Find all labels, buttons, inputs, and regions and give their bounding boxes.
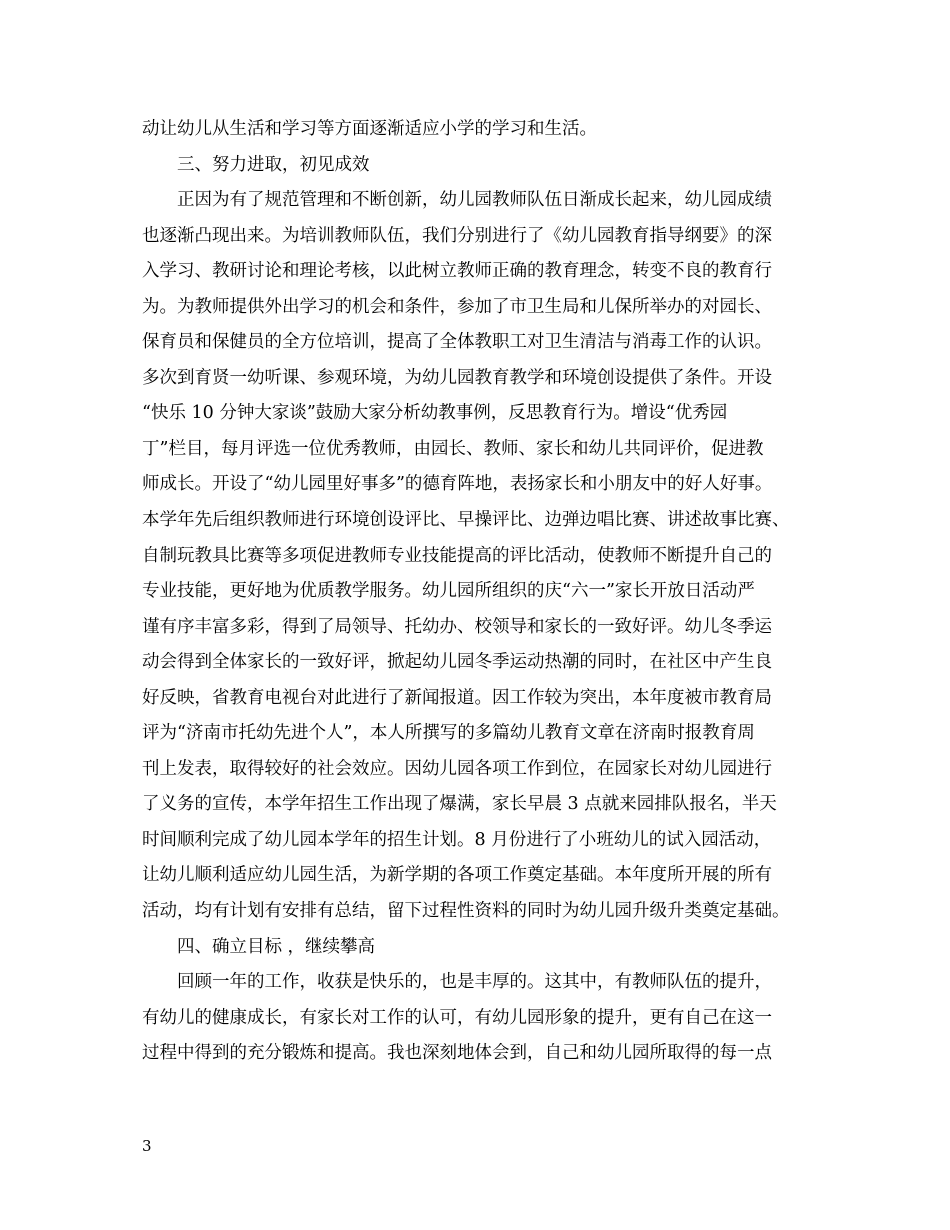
text-line: 动会得到全体家长的一致好评，掀起幼儿园冬季运动热潮的同时，在社区中产生良 bbox=[142, 652, 772, 673]
text-line: 多次到育贤一幼听课、参观环境，为幼儿园教育教学和环境创设提供了条件。开设 bbox=[142, 367, 772, 388]
text-line: 刊上发表，取得较好的社会效应。因幼儿园各项工作到位，在园家长对幼儿园进行 bbox=[142, 758, 772, 779]
text-line: 活动，均有计划有安排有总结，留下过程性资料的同时为幼儿园升级升类奠定基础。 bbox=[142, 901, 790, 922]
text-line: 本学年先后组织教师进行环境创设评比、早操评比、边弹边唱比赛、讲述故事比赛、 bbox=[142, 510, 790, 531]
text-line: 谨有序丰富多彩，得到了局领导、托幼办、校领导和家长的一致好评。幼儿冬季运 bbox=[142, 616, 772, 637]
text-line: 师成长。开设了“幼儿园里好事多”的德育阵地，表扬家长和小朋友中的好人好事。 bbox=[142, 474, 773, 495]
text-line: 评为“济南市托幼先进个人”，本人所撰写的多篇幼儿教育文章在济南时报教育周 bbox=[142, 723, 755, 744]
page-number: 3 bbox=[142, 1137, 152, 1155]
text-line: 保育员和保健员的全方位培训，提高了全体教职工对卫生清洁与消毒工作的认识。 bbox=[142, 332, 772, 353]
text-line: 专业技能，更好地为优质教学服务。幼儿园所组织的庆“六一”家长开放日活动严 bbox=[142, 581, 755, 602]
text-line: 过程中得到的充分锻炼和提高。我也深刻地体会到，自己和幼儿园所取得的每一点 bbox=[142, 1043, 772, 1064]
text-line: 时间顺利完成了幼儿园本学年的招生计划。8 月份进行了小班幼儿的试入园活动， bbox=[142, 829, 772, 850]
text-line: 入学习、教研讨论和理论考核，以此树立教师正确的教育理念，转变不良的教育行 bbox=[142, 261, 772, 282]
text-line: 自制玩教具比赛等多项促进教师专业技能提高的评比活动，使教师不断提升自己的 bbox=[142, 545, 772, 566]
text-line: 回顾一年的工作，收获是快乐的，也是丰厚的。这其中，有教师队伍的提升， bbox=[177, 972, 772, 993]
text-line: 了义务的宣传，本学年招生工作出现了爆满，家长早晨 3 点就来园排队报名，半天 bbox=[142, 794, 777, 815]
text-line: 动让幼儿从生活和学习等方面逐渐适应小学的学习和生活。 bbox=[142, 119, 597, 139]
text-line: 让幼儿顺利适应幼儿园生活，为新学期的各项工作奠定基础。本年度所开展的所有 bbox=[142, 865, 772, 886]
text-line: 丁”栏目，每月评选一位优秀教师，由园长、教师、家长和幼儿共同评价，促进教 bbox=[142, 438, 764, 459]
text-line: 也逐渐凸现出来。为培训教师队伍，我们分别进行了《幼儿园教育指导纲要》的深 bbox=[142, 225, 772, 246]
text-line: 有幼儿的健康成长，有家长对工作的认可，有幼儿园形象的提升，更有自己在这一 bbox=[142, 1007, 772, 1028]
section-heading: 三、努力进取，初见成效 bbox=[177, 154, 370, 175]
text-line: 为。为教师提供外出学习的机会和条件，参加了市卫生局和儿保所举办的对园长、 bbox=[142, 296, 772, 317]
text-line: 正因为有了规范管理和不断创新，幼儿园教师队伍日渐成长起来，幼儿园成绩 bbox=[177, 190, 772, 211]
section-heading: 四、确立目标 ，继续攀高 bbox=[177, 936, 376, 957]
text-line: “快乐 10 分钟大家谈”鼓励大家分析幼教事例，反思教育行为。增设“优秀园 bbox=[142, 403, 728, 424]
document-body bbox=[142, 112, 832, 1072]
text-line: 好反映，省教育电视台对此进行了新闻报道。因工作较为突出，本年度被市教育局 bbox=[142, 687, 772, 708]
